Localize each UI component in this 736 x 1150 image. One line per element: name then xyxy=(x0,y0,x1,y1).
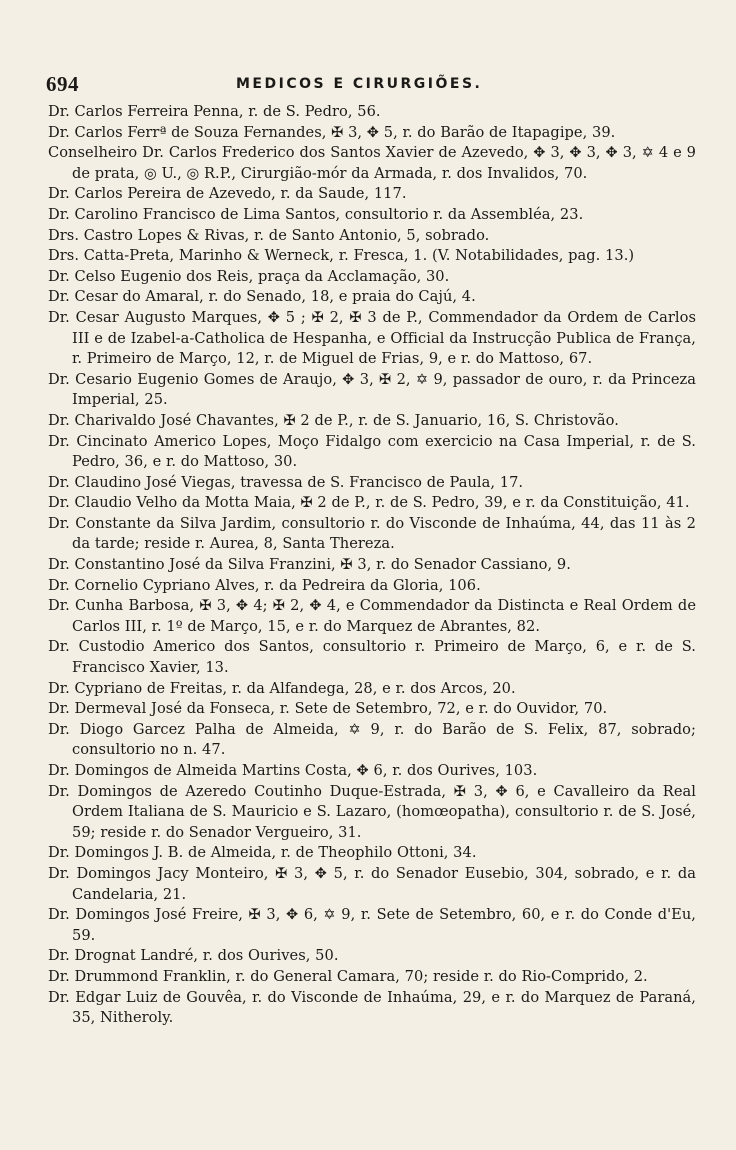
page-number: 694 xyxy=(46,72,79,96)
directory-entry: Dr. Carlos Ferreira Penna, r. de S. Pedro, 56. xyxy=(48,103,381,120)
directory-entry: Dr. Cesar do Amaral, r. do Senado, 18, e praia do Cajú, 4. xyxy=(48,288,476,306)
directory-entry: Dr. Carlos Pereira de Azevedo, r. da Saude, 117. xyxy=(48,185,407,203)
page-header xyxy=(46,72,696,100)
directory-entry: Dr. Custodio Americo dos Santos, consultorio r. Primeiro de Março, 6, e r. de S. Francisco Xavier, 13. xyxy=(48,638,696,677)
directory-entry: Drs. Catta-Preta, Marinho & Werneck, r. Fresca, 1. (V. Notabilidades, pag. 13.) xyxy=(48,247,635,265)
directory-entry: Dr. Cornelio Cypriano Alves, r. da Pedreira da Gloria, 106. xyxy=(48,576,481,594)
directory-entry: Dr. Charivaldo José Chavantes, ✠ 2 de P., r. de S. Januario, 16, S. Christovão. xyxy=(48,411,619,429)
directory-entry: Dr. Domingos de Azeredo Coutinho Duque-Estrada, ✠ 3, ✥ 6, e Cavalleiro da Real Ordem Italiana de S. Mauricio e S. Lazaro, (homœopatha), consultorio r. de S. José, 59; reside r. do Senador Vergueiro, 31. xyxy=(48,782,696,841)
directory-entry: Drs. Castro Lopes & Rivas, r. de Santo Antonio, 5, sobrado. xyxy=(48,226,490,244)
directory-entry: Dr. Cesar Augusto Marques, ✥ 5 ; ✠ 2, ✠ 3 de P., Commendador da Ordem de Carlos III e de Izabel-a-Catholica de Hespanha, e Official da Instrucção Publica de França, r. Primeiro de Março, 12, r. de Miguel de Frias, 9, e r. do Mattoso, 67. xyxy=(48,308,696,368)
directory-entry: Dr. Cincinato Americo Lopes, Moço Fidalgo com exercicio na Casa Imperial, r. de S. Pedro, 36, e r. do Mattoso, 30. xyxy=(48,432,696,471)
directory-entry: Dr. Diogo Garcez Palha de Almeida, ✡ 9, r. do Barão de S. Felix, 87, sobrado; consultorio no n. 47. xyxy=(48,720,696,759)
directory-entry: Dr. Cesario Eugenio Gomes de Araujo, ✥ 3, ✠ 2, ✡ 9, passador de ouro, r. da Princeza Imperial, 25. xyxy=(48,370,696,409)
directory-entry: Dr. Drummond Franklin, r. do General Camara, 70; reside r. do Rio-Comprido, 2. xyxy=(48,967,648,985)
directory-entry: Dr. Domingos J. B. de Almeida, r. de Theophilo Ottoni, 34. xyxy=(48,844,477,862)
directory-entry: Dr. Cypriano de Freitas, r. da Alfandega, 28, e r. dos Arcos, 20. xyxy=(48,679,516,697)
directory-entry: Dr. Carlos Ferrª de Souza Fernandes, ✠ 3, ✥ 5, r. do Barão de Itapagipe, 39. xyxy=(48,123,616,141)
directory-entry: Dr. Claudino José Viegas, travessa de S. Francisco de Paula, 17. xyxy=(48,473,524,491)
directory-entry: Conselheiro Dr. Carlos Frederico dos Santos Xavier de Azevedo, ✥ 3, ✥ 3, ✥ 3, ✡ 4 e 9 de prata, ◎ U., ◎ R.P., Cirurgião-mór da Armada, r. dos Invalidos, 70. xyxy=(48,144,696,182)
directory-entry: Dr. Constantino José da Silva Franzini, ✠ 3, r. do Senador Cassiano, 9. xyxy=(48,556,571,574)
directory-entry: Dr. Drognat Landré, r. dos Ourives, 50. xyxy=(48,947,339,965)
directory-entry: Dr. Domingos José Freire, ✠ 3, ✥ 6, ✡ 9, r. Sete de Setembro, 60, e r. do Conde d'Eu, 59. xyxy=(48,906,696,944)
directory-entry: Dr. Domingos de Almeida Martins Costa, ✥ 6, r. dos Ourives, 103. xyxy=(48,762,538,779)
directory-entry: Dr. Carolino Francisco de Lima Santos, consultorio r. da Assembléa, 23. xyxy=(48,205,584,223)
directory-entry: Dr. Domingos Jacy Monteiro, ✠ 3, ✥ 5, r. do Senador Eusebio, 304, sobrado, e r. da Candelaria, 21. xyxy=(48,864,696,903)
directory-entry: Dr. Celso Eugenio dos Reis, praça da Acclamação, 30. xyxy=(48,267,450,285)
directory-entry: Dr. Edgar Luiz de Gouvêa, r. do Visconde de Inhaúma, 29, e r. do Marquez de Paraná, 35, Nitheroly. xyxy=(48,988,696,1027)
directory-entry: Dr. Claudio Velho da Motta Maia, ✠ 2 de P., r. de S. Pedro, 39, e r. da Constituição, 41. xyxy=(48,494,690,512)
entry-list xyxy=(46,102,696,1029)
directory-entry: Dr. Cunha Barbosa, ✠ 3, ✥ 4; ✠ 2, ✥ 4, e Commendador da Distincta e Real Ordem de Carlos III, r. 1º de Março, 15, e r. do Marquez de Abrantes, 82. xyxy=(48,597,696,635)
running-title: MEDICOS E CIRURGIÕES. xyxy=(236,76,483,92)
directory-entry: Dr. Constante da Silva Jardim, consultorio r. do Visconde de Inhaúma, 44, das 11 às 2 da tarde; reside r. Aurea, 8, Santa Thereza. xyxy=(48,514,696,553)
directory-entry: Dr. Dermeval José da Fonseca, r. Sete de Setembro, 72, e r. do Ouvidor, 70. xyxy=(48,700,608,718)
